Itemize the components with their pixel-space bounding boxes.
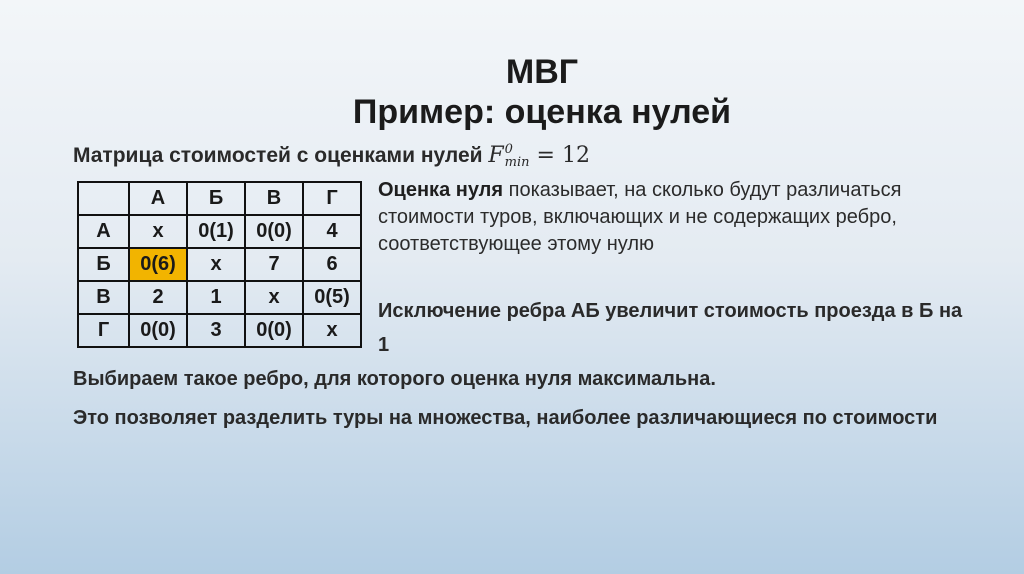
matrix-row [78, 215, 361, 248]
matrix-header-cell: А [129, 182, 187, 215]
explanation-text: показывает, на сколько будут различаться стоимости туров, включающих и не содержащих ребро, соответствующее этому нулю [378, 179, 902, 255]
matrix-corner-cell [78, 182, 129, 215]
matrix-cell-highlighted: 0(6) [129, 248, 187, 281]
matrix-caption [73, 143, 590, 169]
slide-title: МВГ [505, 53, 579, 91]
matrix-cell: 0(0) [129, 314, 187, 347]
matrix-row-label: Г [78, 314, 129, 347]
formula-eq: = 12 [529, 143, 590, 168]
matrix-row-label: Б [78, 248, 129, 281]
conclusion-line-1: Выбираем такое ребро, для которого оценка нуля максимальна. [73, 368, 716, 390]
formula [488, 143, 590, 168]
matrix-row [78, 281, 361, 314]
matrix-row-label: В [78, 281, 129, 314]
matrix-cell: 3 [187, 314, 245, 347]
conclusion-line-2: Это позволяет разделить туры на множества, наиболее различающиеся по стоимости [73, 407, 938, 429]
formula-base: F [488, 143, 504, 168]
matrix-header-cell: Б [187, 182, 245, 215]
matrix-cell: x [303, 314, 361, 347]
matrix-header-row [78, 182, 361, 215]
explanation-term: Оценка нуля [378, 179, 504, 201]
edge-exclusion-note: Исключение ребра АБ увеличит стоимость проезда в Б на 1 [378, 300, 963, 356]
matrix-cell: x [187, 248, 245, 281]
matrix-caption-text: Матрица стоимостей с оценками нулей [73, 144, 489, 167]
matrix-cell: 0(5) [303, 281, 361, 314]
matrix-row [78, 248, 361, 281]
matrix-cell: 0(0) [245, 215, 303, 248]
formula-sub: min [504, 155, 530, 170]
matrix-cell: 2 [129, 281, 187, 314]
formula-sup: 0 [504, 142, 513, 157]
matrix-header-cell: Г [303, 182, 361, 215]
cost-matrix [77, 181, 362, 348]
matrix-row [78, 314, 361, 347]
matrix-cell: 7 [245, 248, 303, 281]
slide-subtitle-heading: Пример: оценка нулей [352, 93, 732, 131]
matrix-cell: 0(0) [245, 314, 303, 347]
matrix-cell: x [245, 281, 303, 314]
matrix-header-cell: В [245, 182, 303, 215]
matrix-cell: x [129, 215, 187, 248]
matrix-cell: 6 [303, 248, 361, 281]
zero-estimate-explanation [378, 177, 968, 258]
matrix-cell: 1 [187, 281, 245, 314]
matrix-row-label: А [78, 215, 129, 248]
matrix-cell: 0(1) [187, 215, 245, 248]
matrix-cell: 4 [303, 215, 361, 248]
